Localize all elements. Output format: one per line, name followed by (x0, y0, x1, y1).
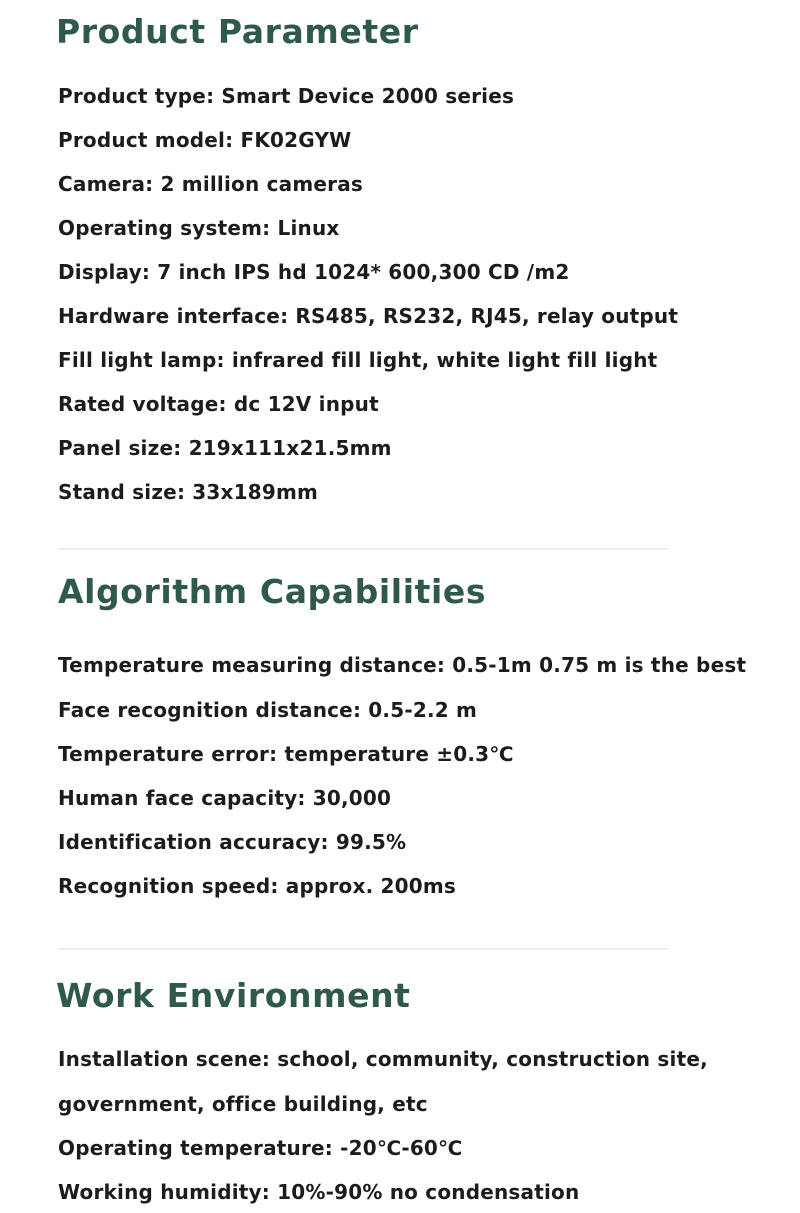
spec-line-working-humidity: Working humidity: 10%-90% no condensation (58, 1180, 580, 1204)
spec-line-operating-system: Operating system: Linux (58, 216, 340, 240)
spec-line-camera: Camera: 2 million cameras (58, 172, 363, 196)
section-divider (58, 948, 668, 950)
spec-line-temperature-measuring-distance: Temperature measuring distance: 0.5-1m 0.75 m is the best (58, 653, 747, 677)
spec-line-product-model: Product model: FK02GYW (58, 128, 352, 152)
spec-line-panel-size: Panel size: 219x111x21.5mm (58, 436, 392, 460)
spec-line-identification-accuracy: Identification accuracy: 99.5% (58, 830, 407, 854)
spec-line-fill-light-lamp: Fill light lamp: infrared fill light, white light fill light (58, 348, 658, 372)
section-title-algorithm-capabilities: Algorithm Capabilities (58, 572, 487, 611)
spec-line-installation-scene: Installation scene: school, community, construction site, (58, 1047, 708, 1071)
section-title-work-environment: Work Environment (56, 976, 411, 1015)
section-title-product-parameter: Product Parameter (56, 12, 419, 51)
spec-line-operating-temperature: Operating temperature: -20℃-60℃ (58, 1136, 463, 1160)
section-divider (58, 548, 668, 550)
spec-line-display: Display: 7 inch IPS hd 1024* 600,300 CD /m2 (58, 260, 570, 284)
spec-line-temperature-error: Temperature error: temperature ±0.3℃ (58, 742, 514, 766)
spec-line-human-face-capacity: Human face capacity: 30,000 (58, 786, 392, 810)
spec-line-recognition-speed: Recognition speed: approx. 200ms (58, 874, 457, 898)
spec-line-product-type: Product type: Smart Device 2000 series (58, 84, 515, 108)
spec-line-face-recognition-distance: Face recognition distance: 0.5-2.2 m (58, 698, 478, 722)
spec-line-rated-voltage: Rated voltage: dc 12V input (58, 392, 379, 416)
spec-line-hardware-interface: Hardware interface: RS485, RS232, RJ45, relay output (58, 304, 679, 328)
spec-line-stand-size: Stand size: 33x189mm (58, 480, 319, 504)
spec-line-installation-scene-continued: government, office building, etc (58, 1092, 428, 1116)
